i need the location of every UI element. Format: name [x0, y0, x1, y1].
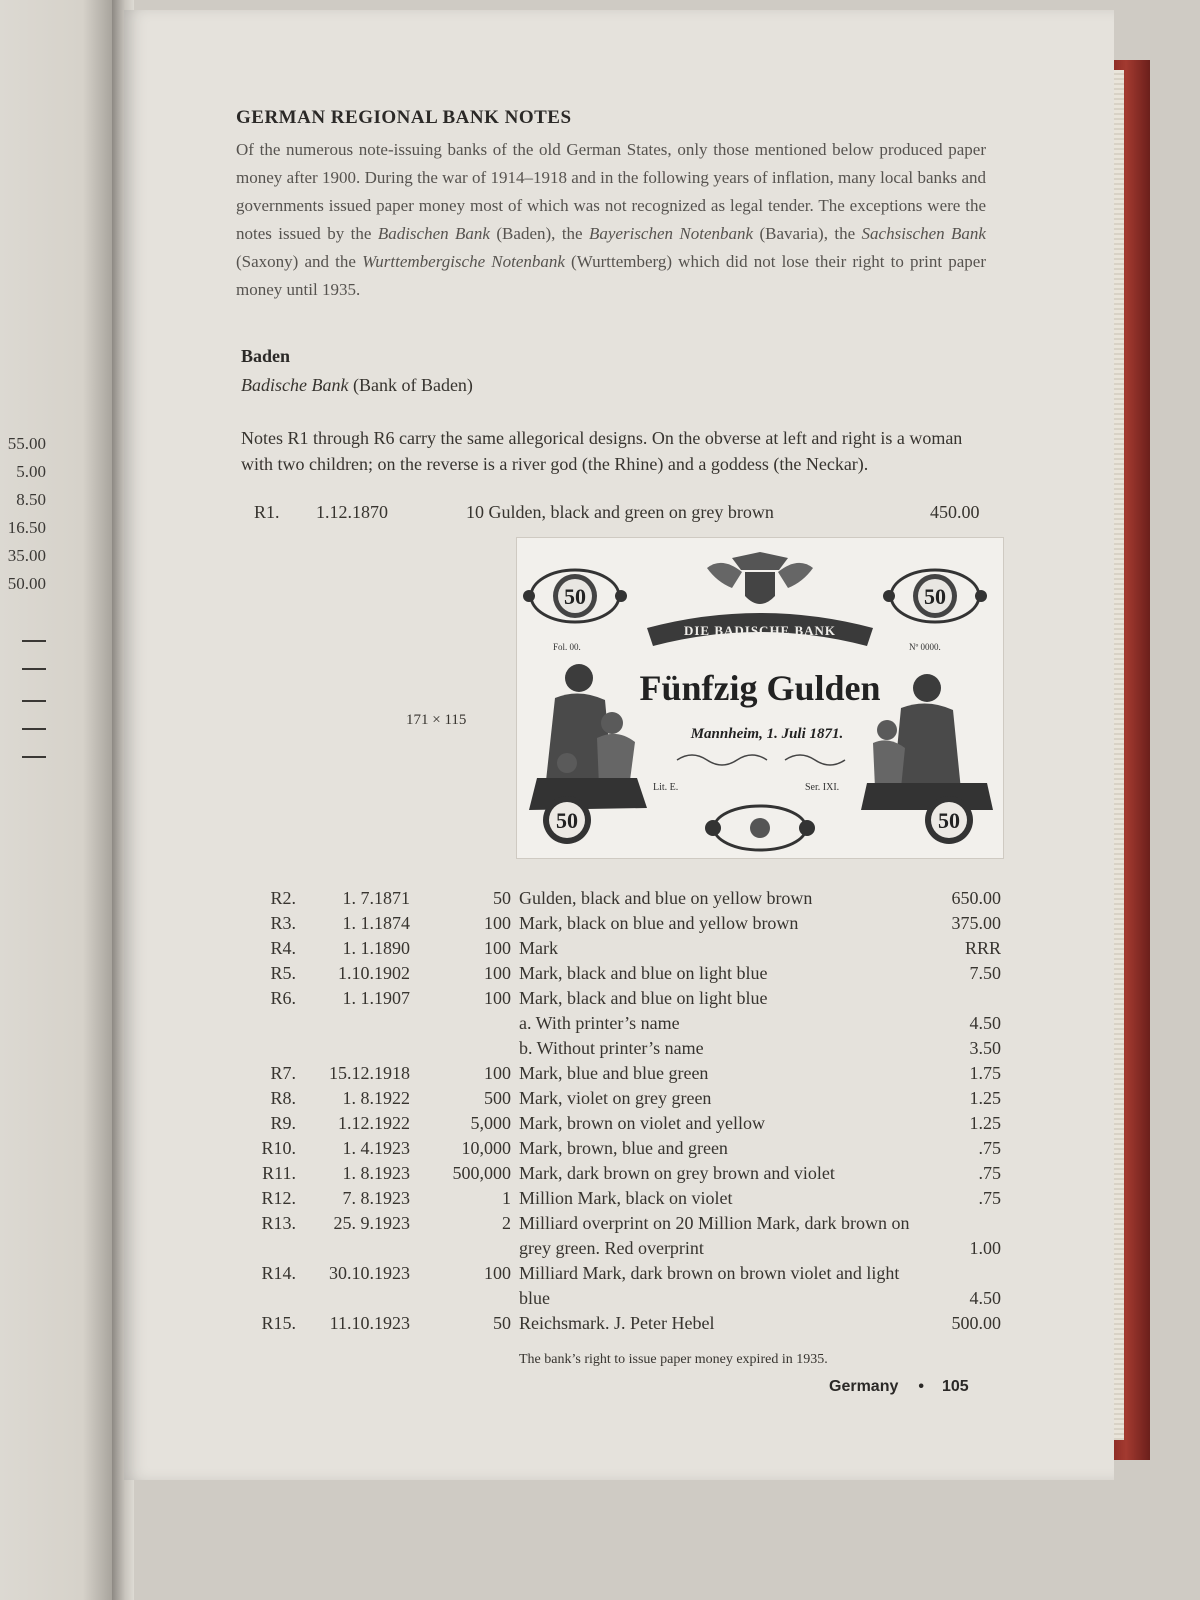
- bank-name: Wurttembergische Notenbank: [362, 252, 565, 271]
- entry-number: R15.: [261, 1313, 296, 1333]
- entry-number: R1.: [254, 502, 280, 522]
- entry-denomination: 50: [493, 1313, 511, 1333]
- entry-description: Mark, dark brown on grey brown and violet: [519, 1163, 835, 1183]
- entry-price: 4.50: [969, 1013, 1001, 1033]
- entry-denomination: 100: [484, 1263, 511, 1283]
- listing-row: [246, 1111, 1001, 1136]
- entry-description: Mark, black and blue on light blue: [519, 963, 768, 983]
- banknote-numeral: 50: [564, 584, 586, 609]
- footnote: The bank’s right to issue paper money expired in 1935.: [519, 1352, 828, 1367]
- listing-row: [246, 1136, 1001, 1161]
- entry-denomination: 10,000: [461, 1138, 511, 1158]
- entry-date: 15.12.1918: [329, 1063, 410, 1083]
- entry-description: b. Without printer’s name: [519, 1038, 704, 1058]
- entry-date: 25. 9.1923: [333, 1213, 410, 1233]
- entry-price: 650.00: [951, 888, 1001, 908]
- entry-price: 7.50: [969, 963, 1001, 983]
- footer-country: Germany: [829, 1378, 899, 1395]
- banknote-bank-name: DIE BADISCHE BANK: [683, 623, 837, 638]
- image-dimensions: 171 × 115: [406, 712, 467, 728]
- banknote-place-date: Mannheim, 1. Juli 1871.: [690, 726, 844, 742]
- facing-page-prices: [0, 430, 50, 598]
- entry-date: 1. 1.1907: [342, 988, 410, 1008]
- facing-price: 55.00: [7, 434, 46, 453]
- entry-description: Mark, brown on violet and yellow: [519, 1113, 765, 1133]
- entry-description: Mark: [519, 938, 558, 958]
- listing-row: [246, 936, 1001, 961]
- facing-price: 35.00: [7, 546, 46, 565]
- entry-date: 1. 7.1871: [342, 888, 410, 908]
- numeral-bottom-left: [543, 796, 591, 844]
- entry-date: 1.12.1870: [316, 502, 388, 522]
- entry-price: .75: [978, 1138, 1001, 1158]
- entry-denomination: 2: [502, 1213, 511, 1233]
- entry-denomination: 500: [484, 1088, 511, 1108]
- page-number: 105: [941, 1378, 969, 1395]
- entry-price: 3.50: [969, 1038, 1001, 1058]
- banknote-denomination: Fünfzig Gulden: [639, 668, 881, 708]
- entry-number: R3.: [270, 913, 296, 933]
- entry-description: Mark, violet on grey green: [519, 1088, 712, 1108]
- entry-price: 1.75: [969, 1063, 1001, 1083]
- intro-paragraph: Of the numerous note-issuing banks of the old German States, only those mentioned below produced paper money after 1900. During the war of 1914–1918 and in the following years of inflation, many local banks and governments issued paper money most of which was not recognized as legal tender. The exceptions were the notes issued by the Badischen Bank (Baden), the Bayerischen Notenbank (Bavaria), the Sachsischen Bank (Saxony) and the Wurttembergische Notenbank (Wurttemberg) which did not lose their right to print paper money until 1935.: [236, 140, 986, 299]
- bank-name: Sachsischen Bank: [861, 224, 986, 243]
- banknote-serial: Nº 0000.: [909, 642, 941, 652]
- entry-date: 1. 4.1923: [342, 1138, 410, 1158]
- entry-denomination: 100: [484, 988, 511, 1008]
- entry-date: 1. 8.1923: [342, 1163, 410, 1183]
- entry-date: 11.10.1923: [329, 1313, 410, 1333]
- listing-row: [246, 911, 1001, 936]
- notes-description: Notes R1 through R6 carry the same allegorical designs. On the obverse at left and right is a woman with two children; on the reverse is a river god (the Rhine) and a goddess (the Neckar).: [241, 428, 963, 474]
- entry-number: R2.: [270, 888, 296, 908]
- banknote-numeral: 50: [924, 584, 946, 609]
- entry-price: .75: [978, 1163, 1001, 1183]
- entry-number: R13.: [261, 1213, 296, 1233]
- entry-date: 1.12.1922: [338, 1113, 410, 1133]
- listing-row: [246, 1011, 1001, 1036]
- listing-row: [246, 961, 1001, 986]
- listing-row: [246, 886, 1001, 911]
- bank-name: Badischen Bank: [377, 224, 490, 243]
- banknote-numeral: 50: [556, 808, 578, 833]
- facing-price: 5.00: [16, 462, 46, 481]
- entry-description: Milliard overprint on 20 Million Mark, dark brown on grey green. Red overprint: [519, 1213, 910, 1258]
- entry-number: R8.: [270, 1088, 296, 1108]
- note-listing: [246, 886, 1001, 1336]
- entry-denomination: 100: [484, 1063, 511, 1083]
- listing-row: [246, 986, 1001, 1011]
- listing-row: [246, 1186, 1001, 1211]
- entry-date: 1. 1.1890: [342, 938, 410, 958]
- entry-number: R12.: [261, 1188, 296, 1208]
- listing-row: [246, 1161, 1001, 1186]
- entry-description: Mark, black on blue and yellow brown: [519, 913, 799, 933]
- entry-denomination: 100: [484, 938, 511, 958]
- entry-denomination: 100: [484, 963, 511, 983]
- book-cover-edge: [1110, 60, 1150, 1460]
- facing-price: 16.50: [7, 518, 46, 537]
- entry-description: a. With printer’s name: [519, 1013, 680, 1033]
- entry-denomination: 50: [493, 888, 511, 908]
- banknote-numeral: 50: [938, 808, 960, 833]
- entry-denomination: 500,000: [452, 1163, 511, 1183]
- entry-description: Reichsmark. J. Peter Hebel: [519, 1313, 715, 1333]
- page-footer: Germany • 105: [829, 1378, 969, 1395]
- entry-description: 10 Gulden, black and green on grey brown: [466, 502, 774, 522]
- listing-row: [246, 1036, 1001, 1061]
- book-page: [124, 10, 1114, 1480]
- entry-number: R4.: [270, 938, 296, 958]
- numeral-bottom-right: [925, 796, 973, 844]
- entry-price: .75: [978, 1188, 1001, 1208]
- entry-denomination: 5,000: [470, 1113, 511, 1133]
- entry-description: Milliard Mark, dark brown on brown violet and light blue: [519, 1263, 900, 1308]
- entry-number: R14.: [261, 1263, 296, 1283]
- entry-number: R11.: [262, 1163, 296, 1183]
- entry-price: 4.50: [969, 1288, 1001, 1308]
- listing-row: [246, 1311, 1001, 1336]
- banknote-lit: Lit. E.: [653, 782, 679, 793]
- entry-price: 1.25: [969, 1113, 1001, 1133]
- facing-page-dashes: [22, 640, 46, 784]
- entry-date: 1. 8.1922: [342, 1088, 410, 1108]
- entry-price: RRR: [964, 938, 1001, 958]
- entry-description: Million Mark, black on violet: [519, 1188, 733, 1208]
- facing-price: 8.50: [16, 490, 46, 509]
- entry-date: 7. 8.1923: [342, 1188, 410, 1208]
- entry-number: R6.: [270, 988, 296, 1008]
- facing-price: 50.00: [7, 574, 46, 593]
- entry-description: Mark, black and blue on light blue: [519, 988, 768, 1008]
- entry-price: 1.25: [969, 1088, 1001, 1108]
- banknote-series: Ser. IXI.: [805, 782, 840, 793]
- banknote-folio: Fol. 00.: [553, 642, 581, 652]
- page-heading: GERMAN REGIONAL BANK NOTES: [236, 107, 572, 128]
- bank-name: Bayerischen Notenbank: [589, 224, 754, 243]
- entry-number: R9.: [270, 1113, 296, 1133]
- entry-denomination: 100: [484, 913, 511, 933]
- entry-number: R7.: [270, 1063, 296, 1083]
- entry-date: 30.10.1923: [329, 1263, 410, 1283]
- entry-price: 1.00: [969, 1238, 1001, 1258]
- entry-denomination: 1: [502, 1188, 511, 1208]
- entry-number: R10.: [261, 1138, 296, 1158]
- entry-price: 450.00: [930, 502, 980, 522]
- entry-description: Mark, brown, blue and green: [519, 1138, 728, 1158]
- entry-date: 1.10.1902: [338, 963, 410, 983]
- listing-row: [246, 1211, 1001, 1261]
- section-heading: Baden: [241, 346, 291, 366]
- listing-row: [246, 1086, 1001, 1111]
- facing-page: [0, 0, 118, 1600]
- bank-subheading: Badische Bank (Bank of Baden): [241, 375, 473, 395]
- entry-number: R5.: [270, 963, 296, 983]
- entry-description: Mark, blue and blue green: [519, 1063, 709, 1083]
- entry-price: 500.00: [951, 1313, 1001, 1333]
- listing-row: [246, 1061, 1001, 1086]
- listing-row: [246, 1261, 1001, 1311]
- entry-price: 375.00: [951, 913, 1001, 933]
- entry-description: Gulden, black and blue on yellow brown: [519, 888, 813, 908]
- entry-date: 1. 1.1874: [342, 913, 410, 933]
- banknote-image: [516, 537, 1004, 859]
